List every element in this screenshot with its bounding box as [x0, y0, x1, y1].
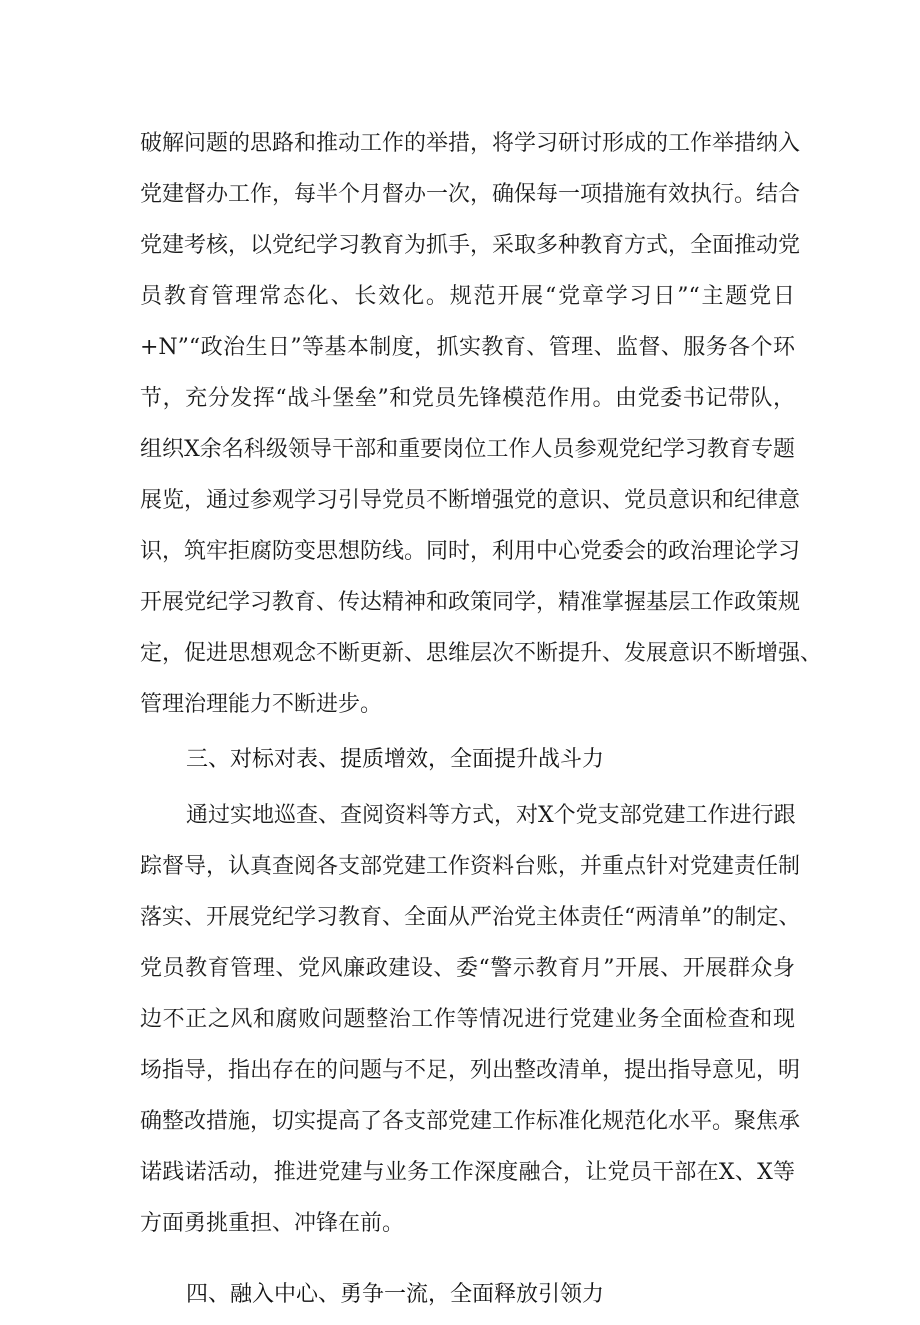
document-body — [140, 118, 823, 1325]
section-heading-3: 三、对标对表、提质增效，全面提升战斗力 — [186, 747, 605, 772]
text-line: 破解问题的思路和推动工作的举措，将学习研讨形成的工作举措纳入 — [140, 131, 801, 156]
text-line: +N”“政治生日”等基本制度，抓实教育、管理、监督、服务各个环 — [140, 335, 795, 360]
text-line: 踪督导，认真查阅各支部党建工作资料台账，并重点针对党建责任制 — [140, 854, 801, 879]
text-line: 组织X余名科级领导干部和重要岗位工作人员参观党纪学习教育专题 — [140, 437, 795, 462]
text-line: 展览，通过参观学习引导党员不断增强党的意识、党员意识和纪律意 — [140, 488, 801, 513]
text-line: 党员教育管理、党风廉政建设、委“警示教育月”开展、开展群众身 — [140, 956, 795, 981]
text-line: 落实、开展党纪学习教育、全面从严治党主体责任“两清单”的制定、 — [140, 905, 801, 930]
text-line: 党建考核，以党纪学习教育为抓手，采取多种教育方式，全面推动党 — [140, 233, 801, 258]
text-line: 通过实地巡查、查阅资料等方式，对X个党支部党建工作进行跟 — [186, 803, 796, 828]
text-line: 确整改措施，切实提高了各支部党建工作标准化规范化水平。聚焦承 — [140, 1109, 801, 1134]
text-line: 场指导，指出存在的问题与不足，列出整改清单，提出指导意见，明 — [140, 1058, 801, 1083]
text-line: 员教育管理常态化、长效化。规范开展“党章学习日”“主题党日 — [140, 284, 795, 309]
paragraph-1 — [140, 118, 823, 730]
text-line: 开展党纪学习教育、传达精神和政策同学，精准掌握基层工作政策规 — [140, 590, 801, 615]
text-line: 管理治理能力不断进步。 — [140, 692, 383, 717]
text-line: 定，促进思想观念不断更新、思维层次不断提升、发展意识不断增强、 — [140, 641, 823, 666]
text-line: 方面勇挑重担、冲锋在前。 — [140, 1211, 405, 1236]
text-line: 识，筑牢拒腐防变思想防线。同时，利用中心党委会的政治理论学习 — [140, 539, 801, 564]
text-line: 节，充分发挥“战斗堡垒”和党员先锋模范作用。由党委书记带队， — [140, 386, 795, 411]
text-line: 诺践诺活动，推进党建与业务工作深度融合，让党员干部在X、X等 — [140, 1160, 795, 1185]
paragraph-2 — [140, 790, 801, 1249]
text-line: 边不正之风和腐败问题整治工作等情况进行党建业务全面检查和现 — [140, 1007, 795, 1032]
section-heading-4: 四、融入中心、勇争一流，全面释放引领力 — [186, 1282, 605, 1307]
text-line: 党建督办工作，每半个月督办一次，确保每一项措施有效执行。结合 — [140, 182, 801, 207]
